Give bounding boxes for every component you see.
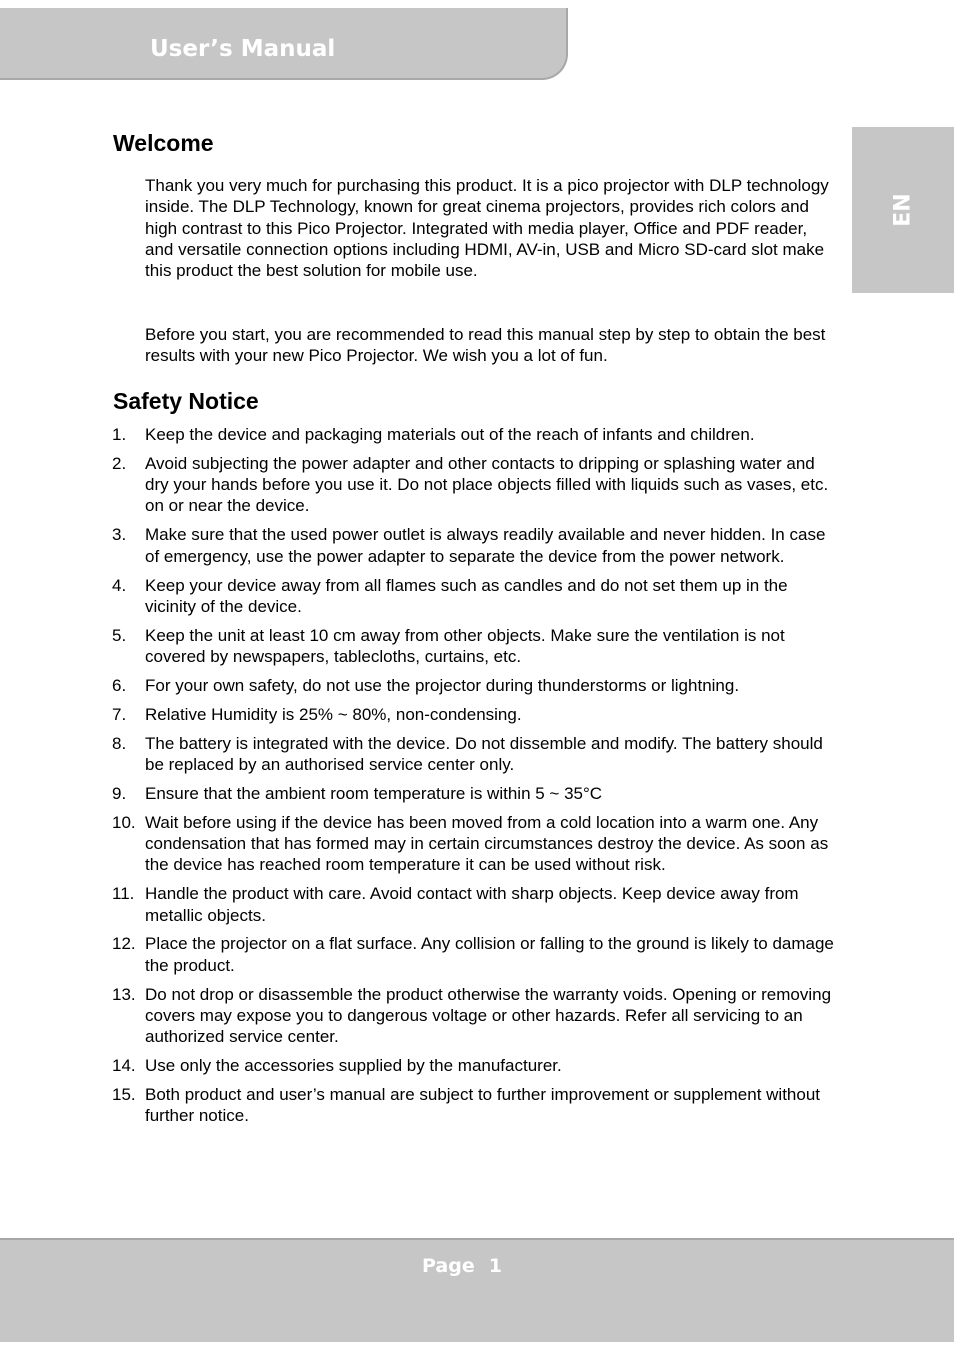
safety-item (112, 883, 842, 926)
safety-item (112, 453, 842, 517)
safety-item-text: Avoid subjecting the power adapter and other contacts to dripping or splashing water and dry your hands before you use it. Do not place objects filled with liquids such as vases, etc. on or near the device. (145, 453, 829, 516)
safety-item-number: 11. (112, 884, 135, 904)
safety-item-text: Both product and user’s manual are subject to further improvement or supplement without further notice. (145, 1085, 821, 1126)
welcome-heading: Welcome (113, 130, 214, 156)
safety-item-text: For your own safety, do not use the projector during thunderstorms or lightning. (145, 675, 740, 695)
safety-item-number: 5. (112, 625, 127, 645)
safety-item (112, 675, 842, 696)
manual-title: User’s Manual (150, 36, 336, 62)
safety-item-number: 4. (112, 575, 127, 595)
safety-item-number: 8. (112, 733, 127, 753)
safety-item-text: Do not drop or disassemble the product otherwise the warranty voids. Opening or removing covers may expose you to dangerous voltage or other hazards. Refer all servicing to an authorized service center. (145, 984, 832, 1047)
safety-item (112, 424, 842, 445)
safety-item-text: Keep the unit at least 10 cm away from other objects. Make sure the ventilation is not covered by newspapers, tablecloths, curtains, etc. (145, 625, 785, 667)
header-tab (0, 8, 568, 80)
safety-item-number: 13. (112, 984, 136, 1004)
page-indicator (0, 1255, 924, 1277)
safety-item (112, 625, 842, 668)
safety-item-text: Keep your device away from all flames such as candles and do not set them up in the vicinity of the device. (145, 575, 788, 616)
safety-item-number: 10. (112, 812, 136, 832)
welcome-paragraph-2: Before you start, you are recommended to read this manual step by step to obtain the best results with your new Pico Projector. We wish you a lot of fun. (145, 325, 826, 366)
safety-item-number: 15. (112, 1085, 136, 1105)
footer-bar (0, 1238, 954, 1342)
safety-item (112, 812, 842, 876)
page-number: 1 (488, 1255, 502, 1277)
safety-item-number: 14. (112, 1056, 136, 1076)
welcome-paragraph-1: Thank you very much for purchasing this product. It is a pico projector with DLP technology inside. The DLP Technology, known for great cinema projectors, provides rich colors and high contrast to this Pico Projector. Integrated with media player, Office and PDF reader, and versatile connection options including HDMI, AV-in, USB and Micro SD-card slot make this product the best solution for mobile use. (145, 176, 829, 281)
safety-item (112, 1084, 842, 1127)
safety-item-number: 6. (112, 675, 127, 695)
safety-item-number: 7. (112, 704, 127, 724)
safety-item (112, 575, 842, 618)
safety-item-text: Relative Humidity is 25% ~ 80%, non-condensing. (145, 704, 522, 724)
safety-list (112, 424, 842, 1134)
safety-item-text: Handle the product with care. Avoid contact with sharp objects. Keep device away from metallic objects. (145, 884, 799, 925)
safety-item-text: Wait before using if the device has been moved from a cold location into a warm one. Any condensation that has formed may in certain circumstances destroy the device. As soon as the device has reached room temperature it can be used without risk. (145, 812, 829, 875)
safety-heading: Safety Notice (113, 388, 259, 414)
safety-item (112, 733, 842, 776)
safety-item-text: The battery is integrated with the device. Do not dissemble and modify. The battery should be replaced by an authorised service center only. (145, 733, 823, 775)
safety-item-number: 12. (112, 934, 136, 954)
safety-item-text: Keep the device and packaging materials out of the reach of infants and children. (145, 425, 755, 444)
safety-item (112, 933, 842, 976)
safety-item-text: Use only the accessories supplied by the manufacturer. (145, 1056, 562, 1076)
page-label: Page (422, 1255, 475, 1277)
safety-item-text: Ensure that the ambient room temperature is within 5 ~ 35°C (145, 783, 603, 803)
safety-item (112, 984, 842, 1048)
safety-item-number: 3. (112, 525, 127, 545)
safety-item (112, 783, 842, 804)
safety-item (112, 704, 842, 725)
safety-item-text: Make sure that the used power outlet is always readily available and never hidden. In case of emergency, use the power adapter to separate the device from the power network. (145, 525, 826, 566)
language-label: EN (890, 193, 916, 227)
safety-item (112, 1055, 842, 1076)
language-tab (852, 127, 954, 293)
safety-item-text: Place the projector on a flat surface. Any collision or falling to the ground is likely to damage the product. (145, 934, 834, 975)
safety-item (112, 524, 842, 567)
safety-item-number: 2. (112, 453, 127, 473)
safety-item-number: 1. (112, 425, 127, 444)
safety-item-number: 9. (112, 783, 127, 803)
